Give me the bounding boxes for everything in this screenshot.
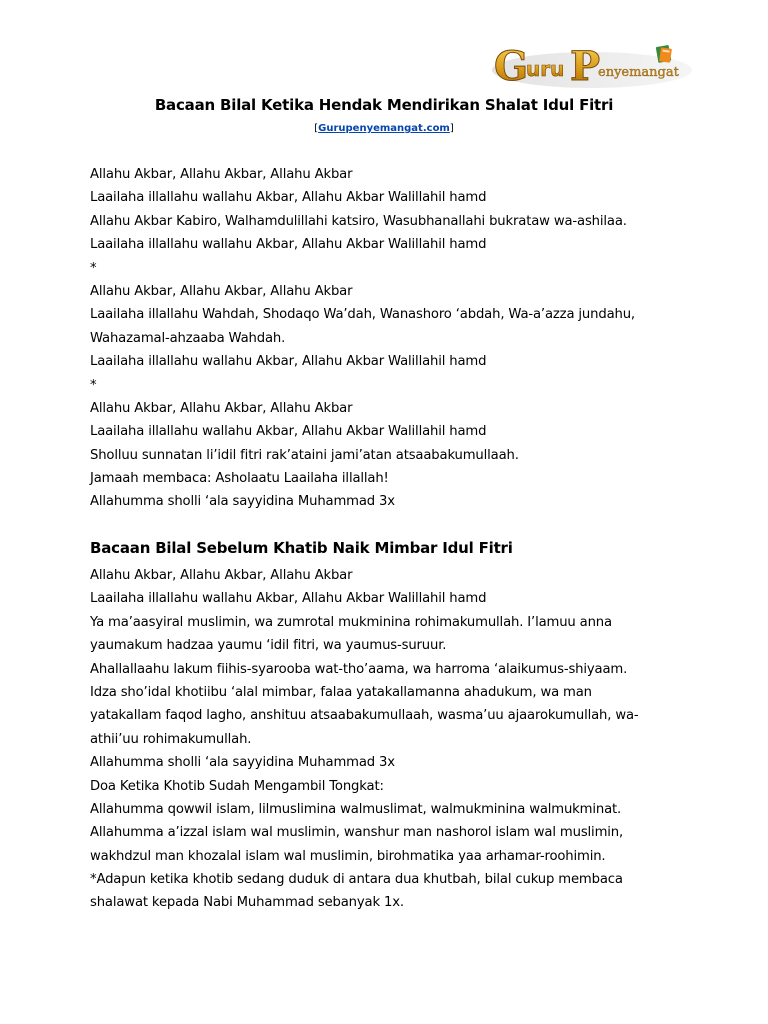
separator-asterisk: * bbox=[90, 377, 97, 393]
text-line: Laailaha illallahu Wahdah, Shodaqo Wa’dah, Wanashoro ‘abdah, Wa-a’azza jundahu, bbox=[90, 307, 635, 323]
text-line: Laailaha illallahu wallahu Akbar, Allahu Akbar Walillahil hamd bbox=[90, 591, 487, 607]
text-line: Allahumma qowwil islam, lilmuslimina walmuslimat, walmukminina walmukminat. bbox=[90, 801, 622, 817]
source-line bbox=[0, 123, 768, 134]
logo-graphic bbox=[492, 40, 692, 88]
text-line: Allahu Akbar, Allahu Akbar, Allahu Akbar bbox=[90, 283, 353, 299]
text-line: Allahu Akbar, Allahu Akbar, Allahu Akbar bbox=[90, 400, 353, 416]
page-title: Bacaan Bilal Ketika Hendak Mendirikan Shalat Idul Fitri bbox=[154, 96, 614, 114]
text-line: shalawat kepada Nabi Muhammad sebanyak 1x. bbox=[90, 895, 404, 911]
text-line: Laailaha illallahu wallahu Akbar, Allahu Akbar Walillahil hamd bbox=[90, 354, 487, 370]
section-2-heading: Bacaan Bilal Sebelum Khatib Naik Mimbar Idul Fitri bbox=[90, 539, 513, 557]
site-logo bbox=[492, 40, 692, 88]
text-line: Idza sho’idal khotiibu ‘alal mimbar, falaa yatakallamanna ahadukum, wa man bbox=[90, 684, 592, 700]
text-line: Laailaha illallahu wallahu Akbar, Allahu Akbar Walillahil hamd bbox=[90, 424, 487, 440]
text-line: Laailaha illallahu wallahu Akbar, Allahu Akbar Walillahil hamd bbox=[90, 190, 487, 206]
text-line: Ya ma’aasyiral muslimin, wa zumrotal mukminina rohimakumullah. I’lamuu anna bbox=[90, 614, 612, 630]
logo-text-uru: uru bbox=[526, 57, 565, 81]
text-line: yatakallam faqod lagho, anshituu atsaabakumullaah, wasma’uu ajaarokumullah, wa- bbox=[90, 708, 639, 724]
text-line: Allahumma a’izzal islam wal muslimin, wanshur man nashorol islam wal muslimin, bbox=[90, 825, 624, 841]
text-line: Allahu Akbar Kabiro, Walhamdulillahi katsiro, Wasubhanallahi bukrataw wa-ashilaa. bbox=[90, 213, 627, 229]
logo-letter-p: P bbox=[570, 43, 601, 88]
text-line: athii’uu rohimakumullah. bbox=[90, 731, 252, 747]
logo-letter-g: G bbox=[494, 43, 529, 88]
source-link[interactable]: Gurupenyemangat.com bbox=[318, 123, 450, 134]
text-line: Jamaah membaca: Asholaatu Laailaha illallah! bbox=[90, 471, 389, 487]
separator-asterisk: * bbox=[90, 260, 97, 276]
text-line: Sholluu sunnatan li’idil fitri rak’ataini jami’atan atsaabakumullaah. bbox=[90, 447, 519, 463]
section-1-body bbox=[90, 163, 690, 514]
text-line: wakhdzul man khozalal islam wal muslimin, birohmatika yaa arhamar-roohimin. bbox=[90, 848, 606, 864]
text-line: Ahallallaahu lakum fiihis-syarooba wat-tho’aama, wa harroma ‘alaikumus-shiyaam. bbox=[90, 661, 628, 677]
close-bracket: ] bbox=[449, 123, 454, 134]
section-2-body bbox=[90, 564, 690, 915]
text-line: Allahu Akbar, Allahu Akbar, Allahu Akbar bbox=[90, 167, 353, 182]
text-line: Laailaha illallahu wallahu Akbar, Allahu Akbar Walillahil hamd bbox=[90, 237, 487, 253]
book-icon bbox=[656, 45, 672, 63]
text-line: yaumakum hadzaa yaumu ‘idil fitri, wa yaumus-suruur. bbox=[90, 638, 447, 654]
text-line: Allahumma sholli ‘ala sayyidina Muhammad 3x bbox=[90, 755, 395, 771]
text-line: Allahu Akbar, Allahu Akbar, Allahu Akbar bbox=[90, 568, 353, 583]
text-line: Doa Ketika Khotib Sudah Mengambil Tongkat: bbox=[90, 778, 384, 794]
text-line: *Adapun ketika khotib sedang duduk di antara dua khutbah, bilal cukup membaca bbox=[90, 872, 623, 888]
text-line: Wahazamal-ahzaaba Wahdah. bbox=[90, 330, 286, 346]
open-bracket: [ bbox=[314, 123, 319, 134]
text-line: Allahumma sholli ‘ala sayyidina Muhammad 3x bbox=[90, 494, 395, 510]
logo-text-enyemangat: enyemangat bbox=[598, 65, 679, 80]
